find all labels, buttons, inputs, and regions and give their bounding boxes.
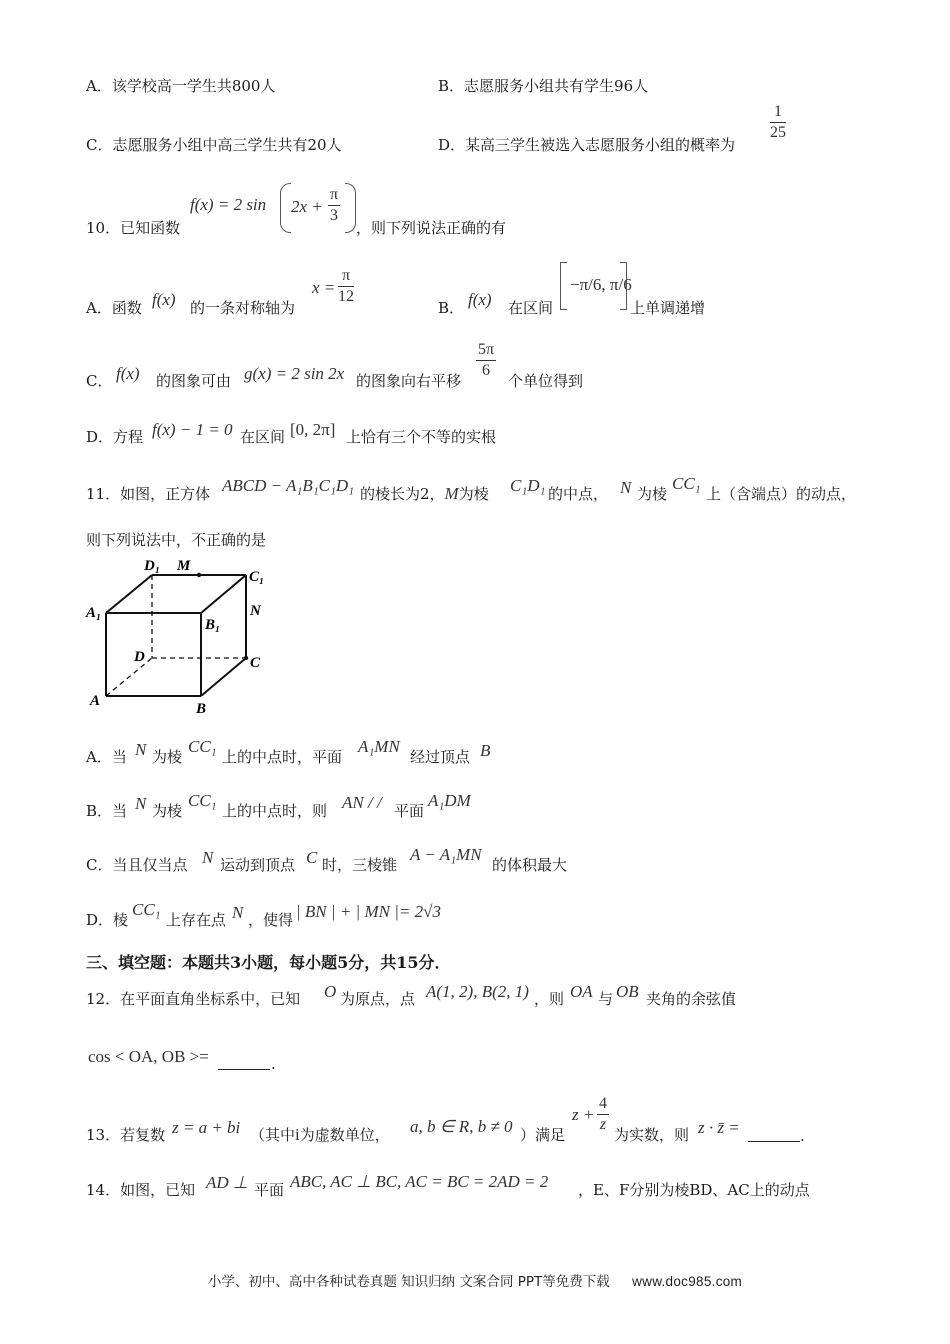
q10-option-a-prefix: A．函数: [86, 299, 142, 317]
q10-option-c-prefix: C．: [86, 372, 113, 390]
footer-url[interactable]: www.doc985.com: [632, 1274, 743, 1289]
q12-mid: 为原点，点: [340, 990, 416, 1008]
q11-option-a-mid3: 经过顶点: [410, 748, 471, 766]
q11-option-b-mid3: 平面: [394, 802, 425, 820]
point-m-dot: [197, 573, 201, 577]
q10-option-c-fraction: [476, 340, 496, 381]
q11-option-b-cc1: CC₁: [188, 791, 217, 810]
q11-option-a-n: N: [135, 740, 147, 759]
q13-zz: z · z̄ =: [698, 1118, 740, 1137]
q11-option-a-mid: 为棱: [152, 748, 183, 766]
q10-option-b-suffix: 上单调递增: [630, 299, 706, 317]
q11-text: 为棱: [458, 485, 489, 503]
q10-option-b-prefix: B．: [438, 299, 465, 317]
q14-mid: 平面: [254, 1181, 285, 1199]
q11-cube: ABCD − A₁B₁C₁D₁: [222, 476, 355, 495]
q9-option-d-fraction: [770, 102, 786, 143]
left-paren: [280, 183, 291, 233]
q14-cond: ABC, AC ⊥ BC, AC = BC = 2AD = 2: [290, 1172, 549, 1191]
q11-option-a-prefix: A．当: [86, 748, 127, 766]
q13-z: z = a + bi: [172, 1118, 241, 1137]
q12-o: O: [324, 982, 337, 1001]
fraction-numerator: π: [338, 266, 354, 287]
q11-option-c-c: C: [306, 848, 318, 867]
q10-option-d-interval: [0, 2π]: [290, 420, 336, 439]
q11-c1d1: C₁D₁: [510, 476, 546, 495]
q13-mid3: ）满足: [520, 1126, 566, 1144]
q13-zplus: z +: [572, 1105, 595, 1124]
q13-mid4: 为实数，则: [614, 1126, 690, 1144]
fraction-numerator: 1: [770, 102, 786, 123]
q11-option-c-prefix: C．当且仅当点: [86, 856, 188, 874]
q11-option-d-cc1: CC₁: [132, 900, 161, 919]
q11-option-d-mid2: ，使得: [248, 911, 294, 929]
label-d1: D₁: [144, 558, 161, 574]
q11-option-a-a1mn: A₁MN: [358, 737, 400, 756]
q11-mid3: 的中点，: [548, 485, 609, 503]
footer-text: 小学、初中、高中各种试卷真题 知识归纳 文案合同 PPT等免费下载: [207, 1274, 610, 1290]
q11-option-b-prefix: B．当: [86, 802, 128, 820]
q10-option-d-prefix: D．方程: [86, 428, 144, 446]
fraction-denominator: 25: [770, 124, 786, 141]
q13-prefix: 13．若复数: [86, 1126, 166, 1144]
q11-prefix: 11．如图，正方体: [86, 485, 211, 503]
fraction-denominator: 6: [482, 362, 491, 379]
fraction-denominator: 3: [330, 207, 339, 224]
q12-ob: OB: [616, 982, 639, 1001]
q11-option-c-n: N: [202, 848, 214, 867]
q9-option-c: C．志愿服务小组中高三学生共有20人: [86, 136, 342, 154]
q13-fraction: [597, 1094, 609, 1135]
q11-option-a-b: B: [480, 741, 491, 760]
q10-function: f(x) = 2 sin: [190, 195, 267, 214]
q13-mid: [250, 1125, 390, 1145]
q9-option-d-text: D．某高三学生被选入志愿服务小组的概率为: [438, 136, 736, 154]
q11-option-d-mid: 上存在点: [166, 911, 227, 929]
q12-cos: cos < OA, OB >=: [88, 1047, 209, 1066]
q10-argument: 2x +: [291, 197, 323, 216]
q12-oa: OA: [570, 982, 593, 1001]
q10-pi-over-3: [328, 185, 340, 226]
label-c1: C₁: [249, 569, 265, 585]
section-title: 三、填空题：本题共3小题，每小题5分，共15分．: [86, 953, 451, 972]
q10-suffix: ，则下列说法正确的有: [356, 219, 507, 237]
q13-cond: a, b ∈ R, b ≠ 0: [410, 1117, 513, 1136]
q10-prefix: 10．已知函数: [86, 219, 181, 237]
q11-mid4: 为棱: [637, 485, 668, 503]
label-a: A: [90, 693, 101, 709]
q10-option-b-mid: 在区间: [508, 299, 554, 317]
q10-option-d-suffix: 上恰有三个不等的实根: [346, 428, 497, 446]
q12-mid3: 与: [598, 990, 614, 1008]
q12-points: A(1, 2), B(2, 1): [426, 982, 529, 1001]
label-b: B: [196, 701, 207, 717]
q12-suffix: 夹角的余弦值: [646, 990, 737, 1008]
q11-option-b-mid: 为棱: [152, 802, 183, 820]
q11-option-c-mid: 运动到顶点: [220, 856, 296, 874]
fraction-numerator: 5π: [476, 340, 496, 361]
label-m: M: [177, 558, 191, 574]
q11-line2: 则下列说法中，不正确的是: [86, 531, 267, 549]
q11-n: N: [620, 478, 632, 497]
q11-option-b-n: N: [135, 794, 147, 813]
q10-option-a-mid: 的一条对称轴为: [190, 299, 296, 317]
q13-text: 为虚数单位，: [299, 1126, 390, 1144]
q14-prefix: 14．如图，已知: [86, 1181, 196, 1199]
q13-period: .: [800, 1127, 805, 1145]
q13-paren-text: （其中: [250, 1126, 296, 1144]
q11-option-c-suffix: 的体积最大: [492, 856, 568, 874]
edge-bc: [201, 658, 246, 696]
q10-option-b-interval: −π/6, π/6: [570, 275, 632, 294]
q10-option-d-eq: f(x) − 1 = 0: [152, 420, 233, 439]
q9-option-b: B．志愿服务小组共有学生96人: [438, 77, 649, 95]
fraction-numerator: π: [328, 185, 340, 206]
q11-option-c-mid2: 时，三棱锥: [322, 856, 398, 874]
edge-b1c1: [201, 575, 246, 613]
label-c: C: [250, 655, 261, 671]
q11-option-b-an: AN / /: [342, 793, 382, 812]
q12-period: .: [271, 1055, 276, 1073]
right-bracket: [620, 262, 627, 310]
fraction-numerator: 4: [597, 1094, 609, 1115]
edge-a1d1: [106, 575, 152, 613]
fraction-denominator: 12: [338, 288, 354, 305]
q10-option-c-mid2: 的图象向右平移: [356, 372, 462, 390]
q12-answer-blank[interactable]: [218, 1069, 270, 1070]
right-paren: [345, 183, 356, 233]
q14-suffix: ，E、F分别为棱BD、AC上的动点: [578, 1181, 810, 1199]
q9-option-d: [438, 135, 735, 155]
page-footer: [0, 1270, 950, 1290]
q9-option-a: A．该学校高一学生共800人: [86, 77, 276, 95]
q11-option-d-prefix: D．棱: [86, 911, 129, 929]
cube-figure: [84, 553, 274, 718]
label-n: N: [250, 603, 261, 619]
point-c-dot: [244, 656, 248, 660]
imaginary-unit: i: [295, 1125, 300, 1144]
q10-option-d-mid: 在区间: [240, 428, 286, 446]
point-m: M: [444, 484, 459, 503]
q12-prefix: 12．在平面直角坐标系中，已知: [86, 990, 301, 1008]
q10-option-c-mid: 的图象可由: [156, 372, 232, 390]
q11-mid: [360, 484, 489, 504]
q11-option-d-eq: | BN | + | MN |= 2√3: [296, 902, 441, 921]
left-bracket: [560, 262, 567, 310]
q13-answer-blank[interactable]: [748, 1141, 800, 1142]
q10-option-b-fx: f(x): [468, 290, 492, 309]
q10-option-a-fx: f(x): [152, 290, 176, 309]
q10-option-c-suffix: 个单位得到: [508, 372, 584, 390]
label-a1: A₁: [86, 605, 102, 621]
q12-mid2: ，则: [534, 990, 565, 1008]
label-d: D: [134, 649, 145, 665]
q11-option-b-mid2: 上的中点时，则: [222, 802, 328, 820]
q11-option-b-a1dm: A₁DM: [428, 791, 471, 810]
q10-pi-over-12: [338, 266, 354, 307]
q14-ad: AD ⊥: [206, 1173, 248, 1192]
q10-option-a-x: x =: [312, 278, 336, 297]
q11-option-c-pyr: A − A₁MN: [410, 845, 482, 864]
q11-cc1: CC₁: [672, 474, 701, 493]
q10-option-c-g: g(x) = 2 sin 2x: [244, 364, 345, 383]
q11-option-d-n: N: [232, 903, 244, 922]
fraction-denominator: z: [599, 1116, 607, 1133]
label-b1: B₁: [205, 617, 221, 633]
q11-option-a-mid2: 上的中点时，平面: [222, 748, 343, 766]
edge-ad-hidden: [106, 658, 152, 696]
q11-edge-length: 的棱长为2，: [360, 485, 445, 503]
q10-option-c-fx: f(x): [116, 364, 140, 383]
q11-option-a-cc1: CC₁: [188, 737, 217, 756]
q11-suffix: 上（含端点）的动点，: [706, 485, 857, 503]
